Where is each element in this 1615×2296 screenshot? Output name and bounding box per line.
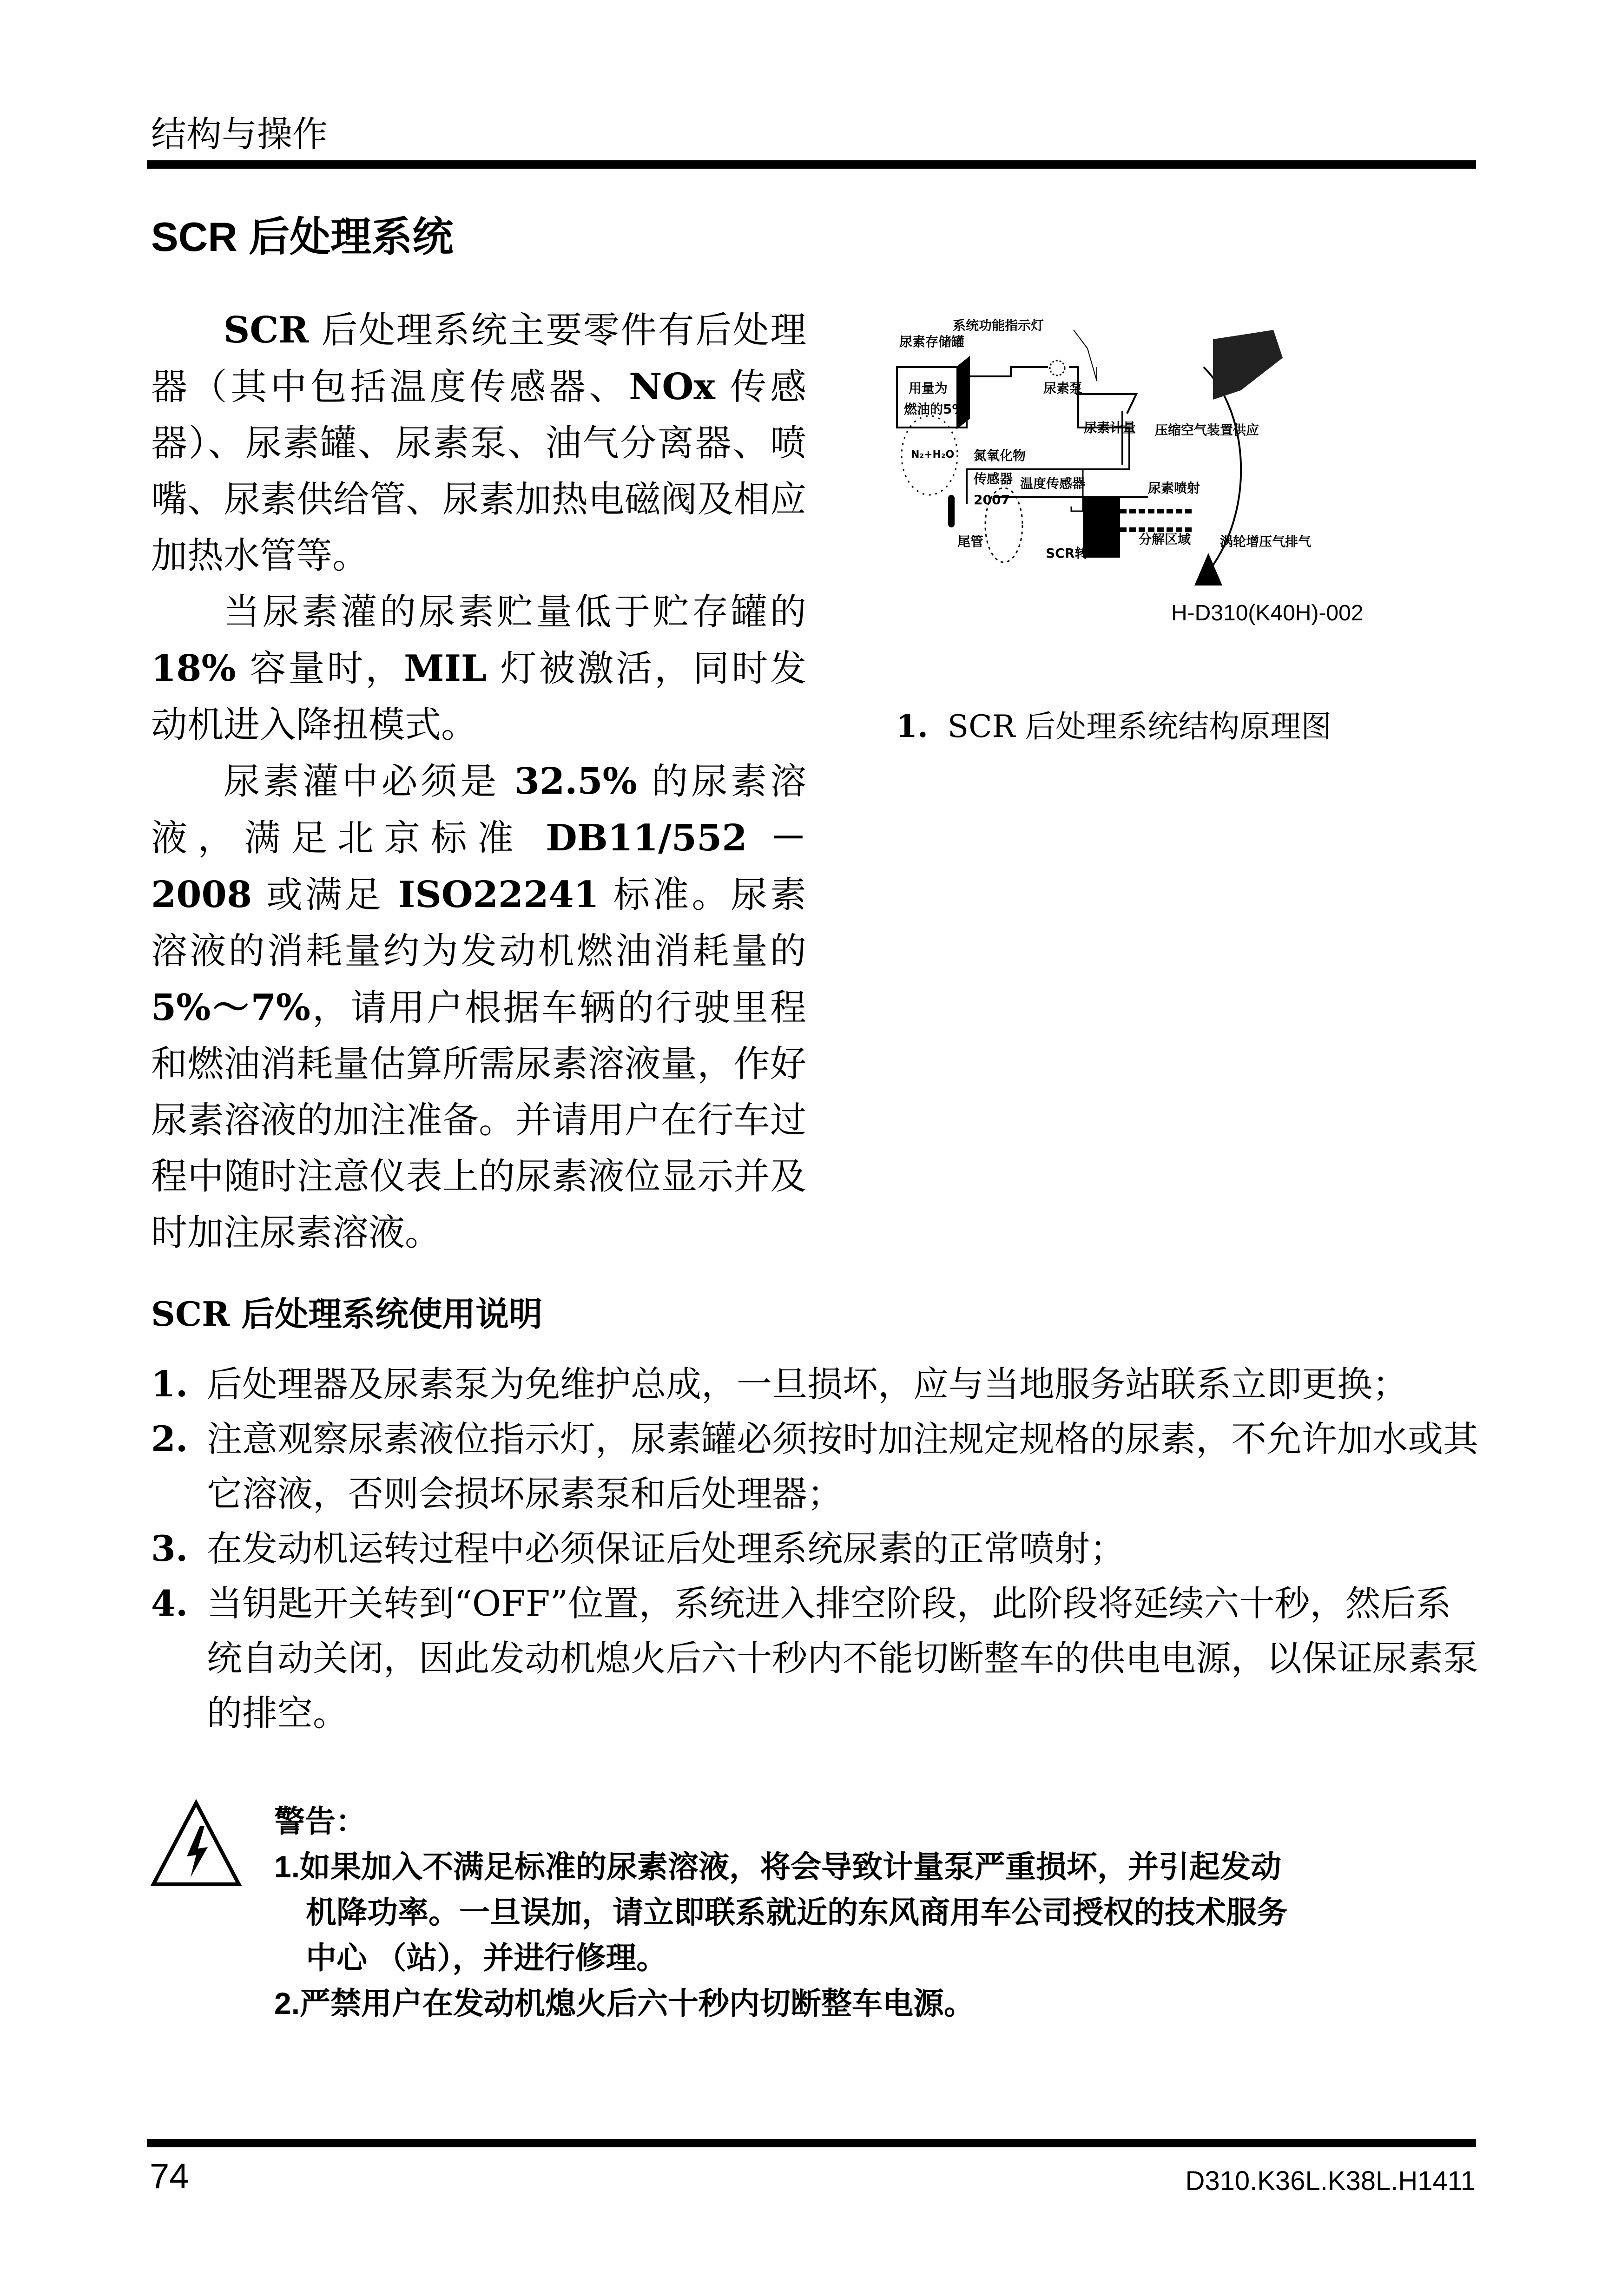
text-run: 传感器）、尿素罐、尿素泵、油气分离器、喷嘴、尿素供给管、尿素加热电磁阀及相应加热水管等。 [151,366,806,577]
text-run: 标准。尿素溶液的消耗量约为发动机燃油消耗量的 [151,874,807,972]
header-rule [147,160,1476,169]
bold-term: 18% [151,647,236,690]
label-temp-sensor: 温度传感器 [1020,476,1086,491]
page-title: SCR 后处理系统 [151,214,454,260]
list-item [151,1521,1480,1576]
warning-box [274,1798,1464,2026]
bold-term: MIL [404,647,487,690]
text-run: 当尿素灌的尿素贮量低于贮存罐的 [224,591,806,633]
list-item [151,1576,1480,1741]
bold-term: DB11/552 － 2008 [151,817,807,916]
tank-shape [897,367,967,428]
item-text: 当钥匙开关转到“OFF”位置，系统进入排空阶段，此阶段将延续六十秒，然后系统自动关闭，因此发动机熄火后六十秒内不能切断整车的供电电源，以保证尿素泵的排空。 [207,1583,1478,1734]
item-text: 注意观察尿素液位指示灯，尿素罐必须按时加注规定规格的尿素，不允许加水或其它溶液，否则会损坏尿素泵和后处理器； [207,1418,1478,1514]
text-run: 灯被激活，同时发动机进入降扭模式。 [151,648,806,746]
label-nox2: 传感器 [974,471,1013,487]
tailpipe-sensor-icon [948,495,955,527]
label-air-supply: 压缩空气装置供应 [1155,422,1259,438]
warning-item: 1.如果加入不满足标准的尿素溶液，将会导致计量泵严重损坏，并引起发动 [274,1849,1282,1884]
warning-title: 警告： [274,1804,366,1838]
item-number: 4. [151,1583,188,1624]
label-nox: 氮氧化物 [974,448,1026,463]
figure-caption [896,702,1332,746]
caption-number: 1. [896,708,928,744]
item-number: 2. [151,1418,188,1460]
label-indicator: 系统功能指示灯 [953,318,1044,333]
label-injection: 尿素喷射 [1148,480,1200,496]
intro-paragraph [151,302,806,584]
warning-item-cont: 中心 （站），并进行修理。 [306,1941,667,1975]
high-voltage-warning-icon [150,1798,243,1891]
label-turbo-exhaust: 涡轮增压气排气 [1220,534,1312,549]
item-text: 在发动机运转过程中必须保证后处理系统尿素的正常喷射； [207,1528,1125,1569]
bold-term: SCR [224,309,309,351]
bold-term: ISO22241 [398,874,600,916]
text-run: ，请用户根据车辆的行驶里程和燃油消耗量估算所需尿素溶液量，作好尿素溶液的加注准备。并请用户在行车过程中随时注意仪表上的尿素液位显示并及时加注尿素溶液。 [151,987,806,1254]
label-tailpipe: 尾管 [957,534,984,549]
item-text: 后处理器及尿素泵为免维护总成，一旦损坏，应与当地服务站联系立即更换； [207,1363,1408,1405]
list-item [151,1357,1480,1412]
text-run: 容量时， [236,648,404,690]
scr-system-diagram [888,311,1487,632]
item-number: 3. [151,1528,188,1569]
text-run: 后处理系统主要零件有后处理器（其中包括温度传感器、 [151,309,806,408]
bold-term: NOx [629,366,715,408]
scr-catalyst-shape [1083,497,1120,558]
warning-item: 2.严禁用户在发动机熄火后六十秒内切断整车电源。 [274,1986,975,2020]
label-scr: SCR转 [1046,546,1088,561]
intro-paragraph [151,584,806,753]
warning-item-cont: 机降功率。一旦误加，请立即联系就近的东风商用车公司授权的技术服务 [306,1895,1287,1929]
intro-paragraph [151,753,806,1261]
section-heading: SCR 后处理系统使用说明 [151,1294,543,1334]
label-decomposition: 分解区域 [1139,532,1191,547]
item-number: 1. [151,1363,188,1405]
caption-text: SCR 后处理系统结构原理图 [947,709,1332,744]
running-header: 结构与操作 [151,115,328,154]
label-pump: 尿素泵 [1043,381,1083,396]
usage-list [151,1357,1480,1741]
text-run: 的尿素溶液，满足北京标准 [151,761,806,859]
document-code: D310.K36L.K38L.H1411 [1185,2166,1476,2196]
label-tank: 尿素存储罐 [899,334,965,349]
label-metering: 尿素计量 [1084,420,1136,435]
label-usage2: 燃油的5% [904,401,965,417]
footer-rule [147,2139,1476,2147]
bold-term: 32.5% [514,760,637,803]
label-usage: 用量为 [909,381,948,396]
label-n2-h2o: N₂+H₂O [911,449,955,461]
text-run: 或满足 [252,874,398,916]
text-run: 尿素灌中必须是 [224,761,514,803]
list-item [151,1412,1480,1521]
label-nox3: 2007 [974,492,1010,507]
figure-code: H-D310(K40H)-002 [1171,601,1364,625]
page-number: 74 [150,2157,189,2196]
bold-term: 5%～7% [151,987,310,1029]
intro-text [151,302,806,1261]
engine-shape [1213,330,1283,400]
pump-icon [1050,361,1065,375]
